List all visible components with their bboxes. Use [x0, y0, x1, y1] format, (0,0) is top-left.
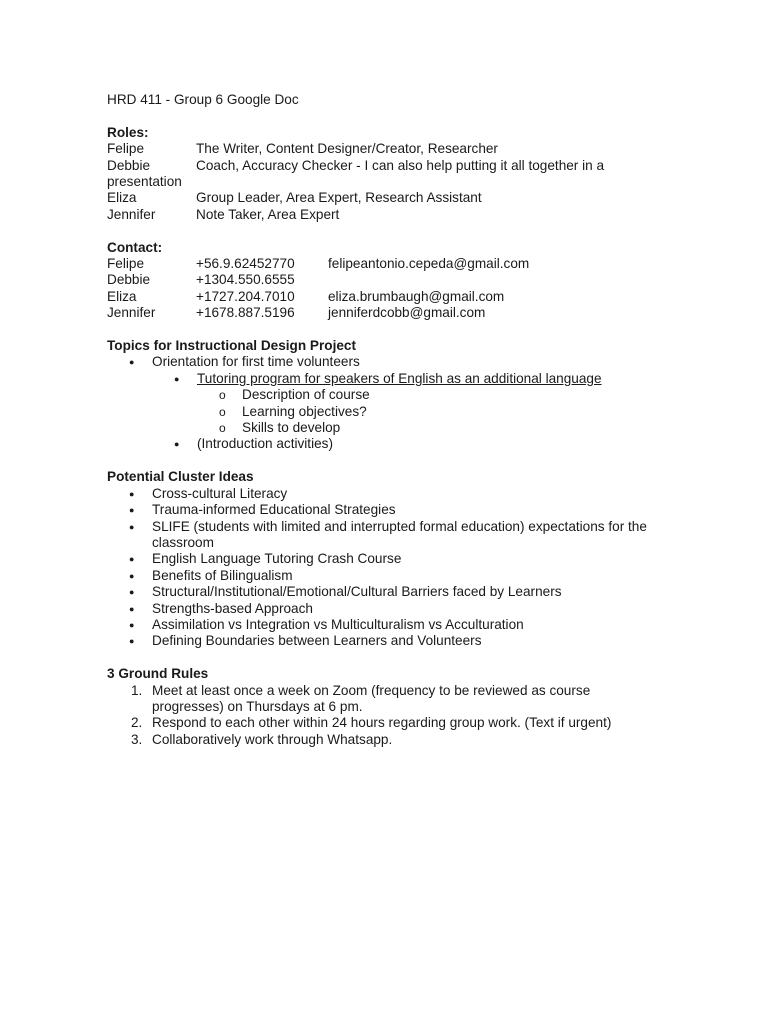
- list-item: [107, 436, 707, 452]
- list-item-text: Orientation for first time volunteers: [152, 354, 360, 370]
- contact-row: [107, 305, 707, 321]
- contact-name: Felipe: [107, 256, 145, 272]
- roles-heading: Roles:: [107, 124, 149, 140]
- contact-section: [107, 240, 707, 322]
- role-row: [107, 207, 707, 223]
- bullet-icon: ●: [129, 505, 135, 516]
- role-name: Jennifer: [107, 206, 156, 222]
- bullet-icon: ●: [129, 521, 135, 532]
- contact-name: Jennifer: [107, 305, 156, 321]
- list-item-text: Assimilation vs Integration vs Multiculturalism vs Acculturation: [152, 616, 524, 632]
- circle-bullet-icon: o: [219, 404, 226, 419]
- contact-email: felipeantonio.cepeda@gmail.com: [328, 256, 530, 272]
- list-item: [107, 354, 707, 370]
- numbered-item: [107, 715, 707, 731]
- list-item: [107, 371, 707, 387]
- list-item-text: Trauma-informed Educational Strategies: [152, 502, 396, 518]
- role-description-continued: presentation: [107, 174, 182, 190]
- list-item: [107, 387, 707, 403]
- item-number: 2.: [131, 715, 143, 731]
- list-item-text: Cross-cultural Literacy: [152, 485, 288, 501]
- item-number: 1.: [131, 682, 143, 698]
- contact-phone: +1727.204.7010: [196, 288, 295, 304]
- role-description: The Writer, Content Designer/Creator, Researcher: [196, 141, 498, 157]
- list-item: [107, 551, 707, 567]
- topics-heading: Topics for Instructional Design Project: [107, 338, 357, 354]
- contact-row: [107, 256, 707, 272]
- list-item: [107, 584, 707, 600]
- list-item-text: (Introduction activities): [197, 436, 333, 452]
- bullet-icon: ●: [174, 439, 180, 450]
- role-name: Felipe: [107, 141, 145, 157]
- contact-heading: Contact:: [107, 239, 163, 255]
- bullet-icon: ●: [174, 373, 180, 384]
- bullet-icon: ●: [129, 587, 135, 598]
- list-item-text: Tutoring program for speakers of English as an additional language: [197, 370, 602, 386]
- list-item-text: English Language Tutoring Crash Course: [152, 551, 402, 567]
- contact-phone: +1304.550.6555: [196, 272, 295, 288]
- role-description: Group Leader, Area Expert, Research Assistant: [196, 190, 482, 206]
- list-item: [107, 502, 707, 518]
- clusters-heading: Potential Cluster Ideas: [107, 469, 254, 485]
- contact-name: Debbie: [107, 272, 151, 288]
- numbered-item: [107, 732, 707, 748]
- bullet-icon: ●: [129, 488, 135, 499]
- contact-email: jenniferdcobb@gmail.com: [328, 305, 486, 321]
- list-item: [107, 519, 707, 552]
- list-item: [107, 420, 707, 436]
- ground-rules-section: [107, 666, 707, 748]
- contact-row: [107, 272, 707, 288]
- list-item-text: Benefits of Bilingualism: [152, 567, 293, 583]
- numbered-item-text: Meet at least once a week on Zoom (frequency to be reviewed as course progresses) on Thursdays at 6 pm.: [152, 682, 591, 714]
- contact-row: [107, 289, 707, 305]
- contact-email: eliza.brumbaugh@gmail.com: [328, 288, 505, 304]
- list-item: [107, 568, 707, 584]
- item-number: 3.: [131, 731, 143, 747]
- list-item-text: Strengths-based Approach: [152, 600, 313, 616]
- role-row: [107, 141, 707, 157]
- list-item-text: Defining Boundaries between Learners and Volunteers: [152, 633, 482, 649]
- bullet-icon: ●: [129, 636, 135, 647]
- role-name: Eliza: [107, 190, 137, 206]
- numbered-item-text: Respond to each other within 24 hours regarding group work. (Text if urgent): [152, 715, 612, 731]
- list-item-text: SLIFE (students with limited and interrupted formal education) expectations for the classroom: [152, 518, 647, 550]
- role-row: [107, 158, 707, 174]
- bullet-icon: ●: [129, 619, 135, 630]
- list-item-text: Description of course: [242, 387, 370, 403]
- list-item: [107, 633, 707, 649]
- contact-phone: +56.9.62452770: [196, 256, 295, 272]
- list-item-text: Structural/Institutional/Emotional/Cultural Barriers faced by Learners: [152, 584, 562, 600]
- list-item: [107, 404, 707, 420]
- role-description: Coach, Accuracy Checker - I can also help putting it all together in a: [196, 157, 605, 173]
- bullet-icon: ●: [129, 570, 135, 581]
- bullet-icon: ●: [129, 603, 135, 614]
- topics-section: [107, 338, 707, 453]
- contact-name: Eliza: [107, 288, 137, 304]
- list-item-text: Skills to develop: [242, 420, 341, 436]
- circle-bullet-icon: o: [219, 388, 226, 403]
- role-description: Note Taker, Area Expert: [196, 206, 340, 222]
- roles-section: [107, 125, 707, 223]
- list-item-text: Learning objectives?: [242, 403, 367, 419]
- list-item: [107, 601, 707, 617]
- contact-phone: +1678.887.5196: [196, 305, 295, 321]
- document-title: HRD 411 - Group 6 Google Doc: [107, 92, 299, 107]
- clusters-section: [107, 469, 707, 649]
- document-page: [107, 92, 707, 748]
- numbered-item: [107, 683, 707, 716]
- role-row: [107, 190, 707, 206]
- role-name: Debbie: [107, 157, 151, 173]
- circle-bullet-icon: o: [219, 421, 226, 436]
- bullet-icon: ●: [129, 357, 135, 368]
- ground-rules-heading: 3 Ground Rules: [107, 666, 209, 682]
- list-item: [107, 617, 707, 633]
- numbered-item-text: Collaboratively work through Whatsapp.: [152, 731, 393, 747]
- list-item: [107, 486, 707, 502]
- bullet-icon: ●: [129, 554, 135, 565]
